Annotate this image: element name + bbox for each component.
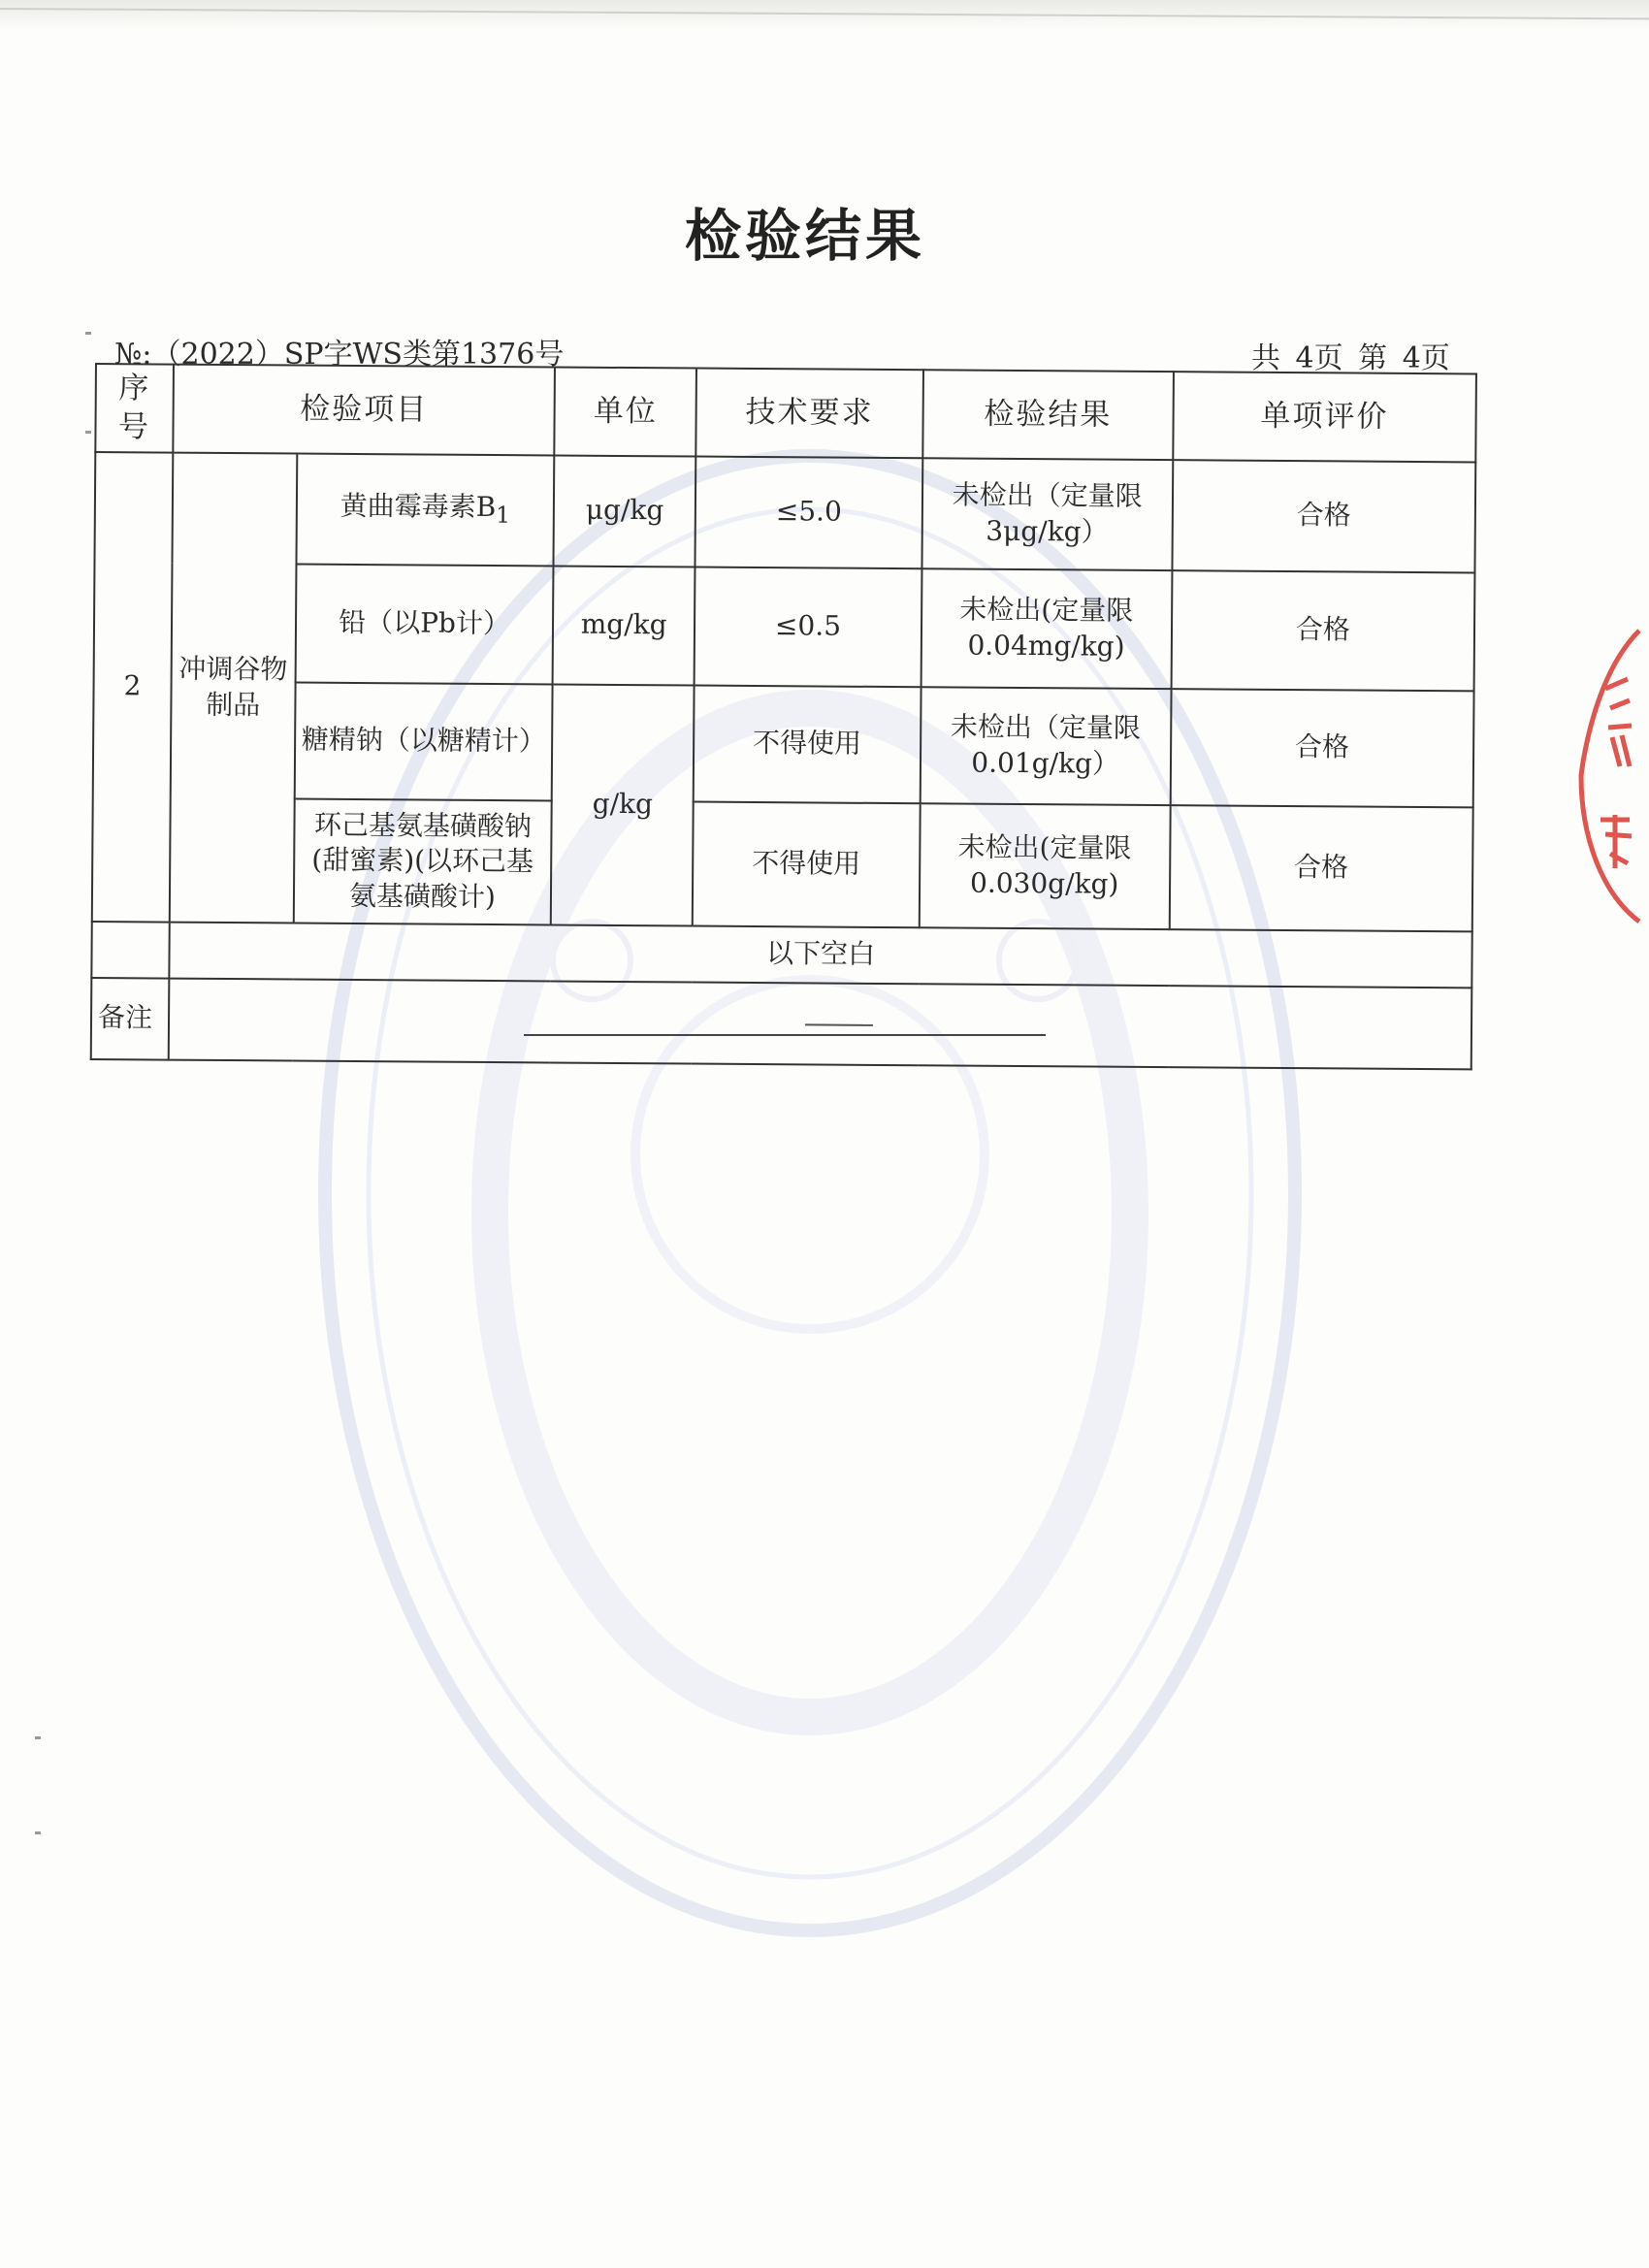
scan-speck [85,431,91,434]
blank-seq-cell [91,922,169,979]
remarks-label: 备注 [91,978,170,1060]
result-cell: 未检出（定量限0.01g/kg） [920,687,1171,805]
page-indicator: 共 4页 第 4页 [1251,341,1450,375]
unit-cell: μg/kg [554,455,696,567]
item-subscript: 1 [496,501,511,529]
unit-cell: mg/kg [553,566,695,685]
table-row [93,681,1474,807]
red-seal-fragment [1571,621,1649,931]
requirement-cell: ≤5.0 [695,456,922,568]
blank-row [91,922,1471,988]
seq-cell: 2 [92,452,173,923]
requirement-cell: 不得使用 [694,685,922,803]
item-cell [296,453,554,566]
unit-cell: g/kg [551,684,695,925]
inspection-results-table [90,363,1477,1070]
remarks-dash [805,1023,873,1026]
item-cell: 铅（以Pb计） [295,564,553,684]
item-cell: 糖精钠（以糖精计） [294,682,552,800]
scan-speck [35,1831,41,1834]
item-cell: 环己基氨基磺酸钠(甜蜜素)(以环己基氨基磺酸计) [293,798,551,924]
header-result: 检验结果 [922,370,1173,459]
evaluation-cell: 合格 [1170,689,1473,807]
result-cell: 未检出(定量限0.04mg/kg) [921,568,1172,689]
blank-note-cell: 以下空白 [169,922,1471,988]
table-row [94,452,1475,572]
remarks-row [91,978,1472,1069]
requirement-cell: 不得使用 [693,801,921,927]
end-rule [524,1034,1046,1036]
header-requirement: 技术要求 [695,369,922,458]
evaluation-cell: 合格 [1169,805,1472,931]
result-cell: 未检出(定量限0.030g/kg) [920,803,1171,929]
remarks-cell [169,978,1472,1069]
requirement-cell: ≤0.5 [695,567,922,687]
scan-speck [35,1736,41,1739]
item-text: 黄曲霉毒素B [340,489,497,524]
table-row [92,797,1473,931]
header-unit: 单位 [555,367,697,456]
header-seq: 序号 [95,364,174,452]
table-header-row [95,364,1476,462]
header-evaluation: 单项评价 [1173,372,1476,462]
category-cell: 冲调谷物制品 [170,452,297,923]
scan-speck [85,332,91,335]
table-row [94,563,1475,691]
evaluation-cell: 合格 [1171,570,1474,691]
result-cell: 未检出（定量限3μg/kg） [922,458,1173,570]
report-number: №:（2022）SP字WS类第1376号 [114,338,565,372]
header-item: 检验项目 [173,365,555,455]
document-title: 检验结果 [684,203,925,269]
evaluation-cell: 合格 [1172,460,1475,572]
